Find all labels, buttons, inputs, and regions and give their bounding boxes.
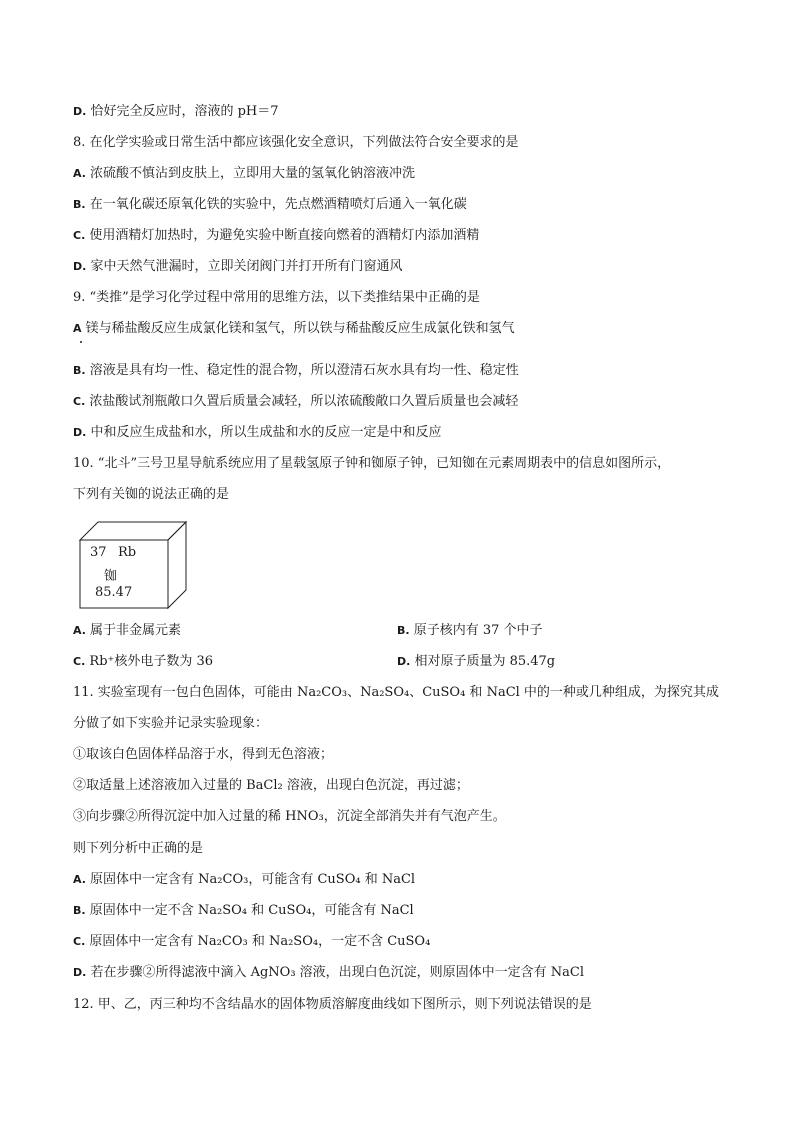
q9-option-a <box>73 320 515 338</box>
q11-option-c <box>73 933 430 951</box>
option-label: C. <box>73 229 86 242</box>
q11-option-d <box>73 964 584 982</box>
option-label: D. <box>73 105 87 118</box>
q10-stem-line2: 下列有关铷的说法正确的是 <box>73 487 230 502</box>
q9-stem: 9. “类推”是学习化学过程中常用的思维方法，以下类推结果中正确的是 <box>73 290 480 305</box>
option-text: 原固体中一定含有 Na₂CO₃ 和 Na₂SO₄，一定不含 CuSO₄ <box>89 934 431 949</box>
element-name: 铷 <box>104 569 118 584</box>
option-text: 家中天然气泄漏时，立即关闭阀门并打开所有门窗通风 <box>90 259 403 274</box>
q10-option-d <box>397 653 555 671</box>
option-label: A <box>73 322 82 335</box>
option-text: 属于非金属元素 <box>90 623 182 638</box>
option-text: 浓硫酸不慎沾到皮肤上，立即用大量的氢氧化钠溶液冲洗 <box>90 166 416 181</box>
option-text: 中和反应生成盐和水，所以生成盐和水的反应一定是中和反应 <box>90 425 442 440</box>
option-label: B. <box>73 198 86 211</box>
option-label: C. <box>73 935 86 948</box>
option-label: B. <box>73 904 86 917</box>
option-text: 若在步骤②所得滤液中滴入 AgNO₃ 溶液，出现白色沉淀，则原固体中一定含有 NaCl <box>90 965 585 980</box>
option-label: A. <box>73 873 86 886</box>
option-text: 原子核内有 37 个中子 <box>413 623 543 638</box>
option-label: A. <box>73 167 86 180</box>
element-symbol: Rb <box>118 545 137 560</box>
q8-stem: 8. 在化学实验或日常生活中都应该强化安全意识，下列做法符合安全要求的是 <box>73 135 519 150</box>
option-label: B. <box>397 624 410 637</box>
q10-option-b <box>397 622 543 640</box>
atomic-mass: 85.47 <box>95 585 133 600</box>
q11-stem-line1: 11. 实验室现有一包白色固体，可能由 Na₂CO₃、Na₂SO₄、CuSO₄ 和 NaCl 中的一种或几种组成，为探究其成 <box>73 685 719 700</box>
q9-option-b <box>73 362 519 380</box>
q8-option-c <box>73 227 479 245</box>
option-text: 恰好完全反应时，溶液的 pH＝7 <box>90 104 279 119</box>
option-label: D. <box>73 426 87 439</box>
option-label: C. <box>73 655 86 668</box>
q9-option-c <box>73 393 518 411</box>
option-label: D. <box>73 260 87 273</box>
option-text: 原固体中一定不含 Na₂SO₄ 和 CuSO₄，可能含有 NaCl <box>89 903 414 918</box>
q11-stem-line2: 分做了如下实验并记录实验现象： <box>73 716 269 731</box>
option-label: C. <box>73 395 86 408</box>
q10-stem-line1: 10. “北斗”三号卫星导航系统应用了星载氢原子钟和铷原子钟，已知铷在元素周期表中的信息如图所示， <box>73 456 671 471</box>
q10-option-c <box>73 653 213 671</box>
q12-stem: 12. 甲、乙，丙三种均不含结晶水的固体物质溶解度曲线如下图所示，则下列说法错误的是 <box>73 997 592 1012</box>
q10-option-a <box>73 622 181 640</box>
option-text: Rb⁺核外电子数为 36 <box>89 654 214 669</box>
option-text: 溶液是具有均一性、稳定性的混合物，所以澄清石灰水具有均一性、稳定性 <box>89 363 519 378</box>
stray-dot <box>80 341 82 343</box>
q8-option-a <box>73 165 415 183</box>
q11-step-3: ③向步骤②所得沉淀中加入过量的稀 HNO₃，沉淀全部消失并有气泡产生。 <box>73 809 506 824</box>
option-text: 镁与稀盐酸反应生成氯化镁和氢气，所以铁与稀盐酸反应生成氯化铁和氢气 <box>85 321 515 336</box>
atomic-number: 37 <box>90 545 107 560</box>
q11-prompt: 则下列分析中正确的是 <box>73 841 204 856</box>
q11-step-2: ②取适量上述溶液加入过量的 BaCl₂ 溶液，出现白色沉淀，再过滤； <box>73 778 469 793</box>
option-text: 原固体中一定含有 Na₂CO₃，可能含有 CuSO₄ 和 NaCl <box>90 872 416 887</box>
option-text: 相对原子质量为 85.47g <box>414 654 556 669</box>
option-label: A. <box>73 624 86 637</box>
option-label: D. <box>73 966 87 979</box>
q11-option-a <box>73 871 415 889</box>
q8-option-d <box>73 258 402 276</box>
q8-option-b <box>73 196 467 214</box>
option-text: 使用酒精灯加热时，为避免实验中断直接向燃着的酒精灯内添加酒精 <box>89 228 480 243</box>
option-label: D. <box>397 655 411 668</box>
option-text: 浓盐酸试剂瓶敞口久置后质量会减轻，所以浓硫酸敞口久置后质量也会减轻 <box>89 394 519 409</box>
option-label: B. <box>73 364 86 377</box>
q11-step-1: ①取该白色固体样品溶于水，得到无色溶液； <box>73 747 334 762</box>
q9-option-d <box>73 424 441 442</box>
option-text: 在一氧化碳还原氧化铁的实验中，先点燃酒精喷灯后通入一氧化碳 <box>89 197 467 212</box>
q7-option-d <box>73 103 279 121</box>
q11-option-b <box>73 902 414 920</box>
